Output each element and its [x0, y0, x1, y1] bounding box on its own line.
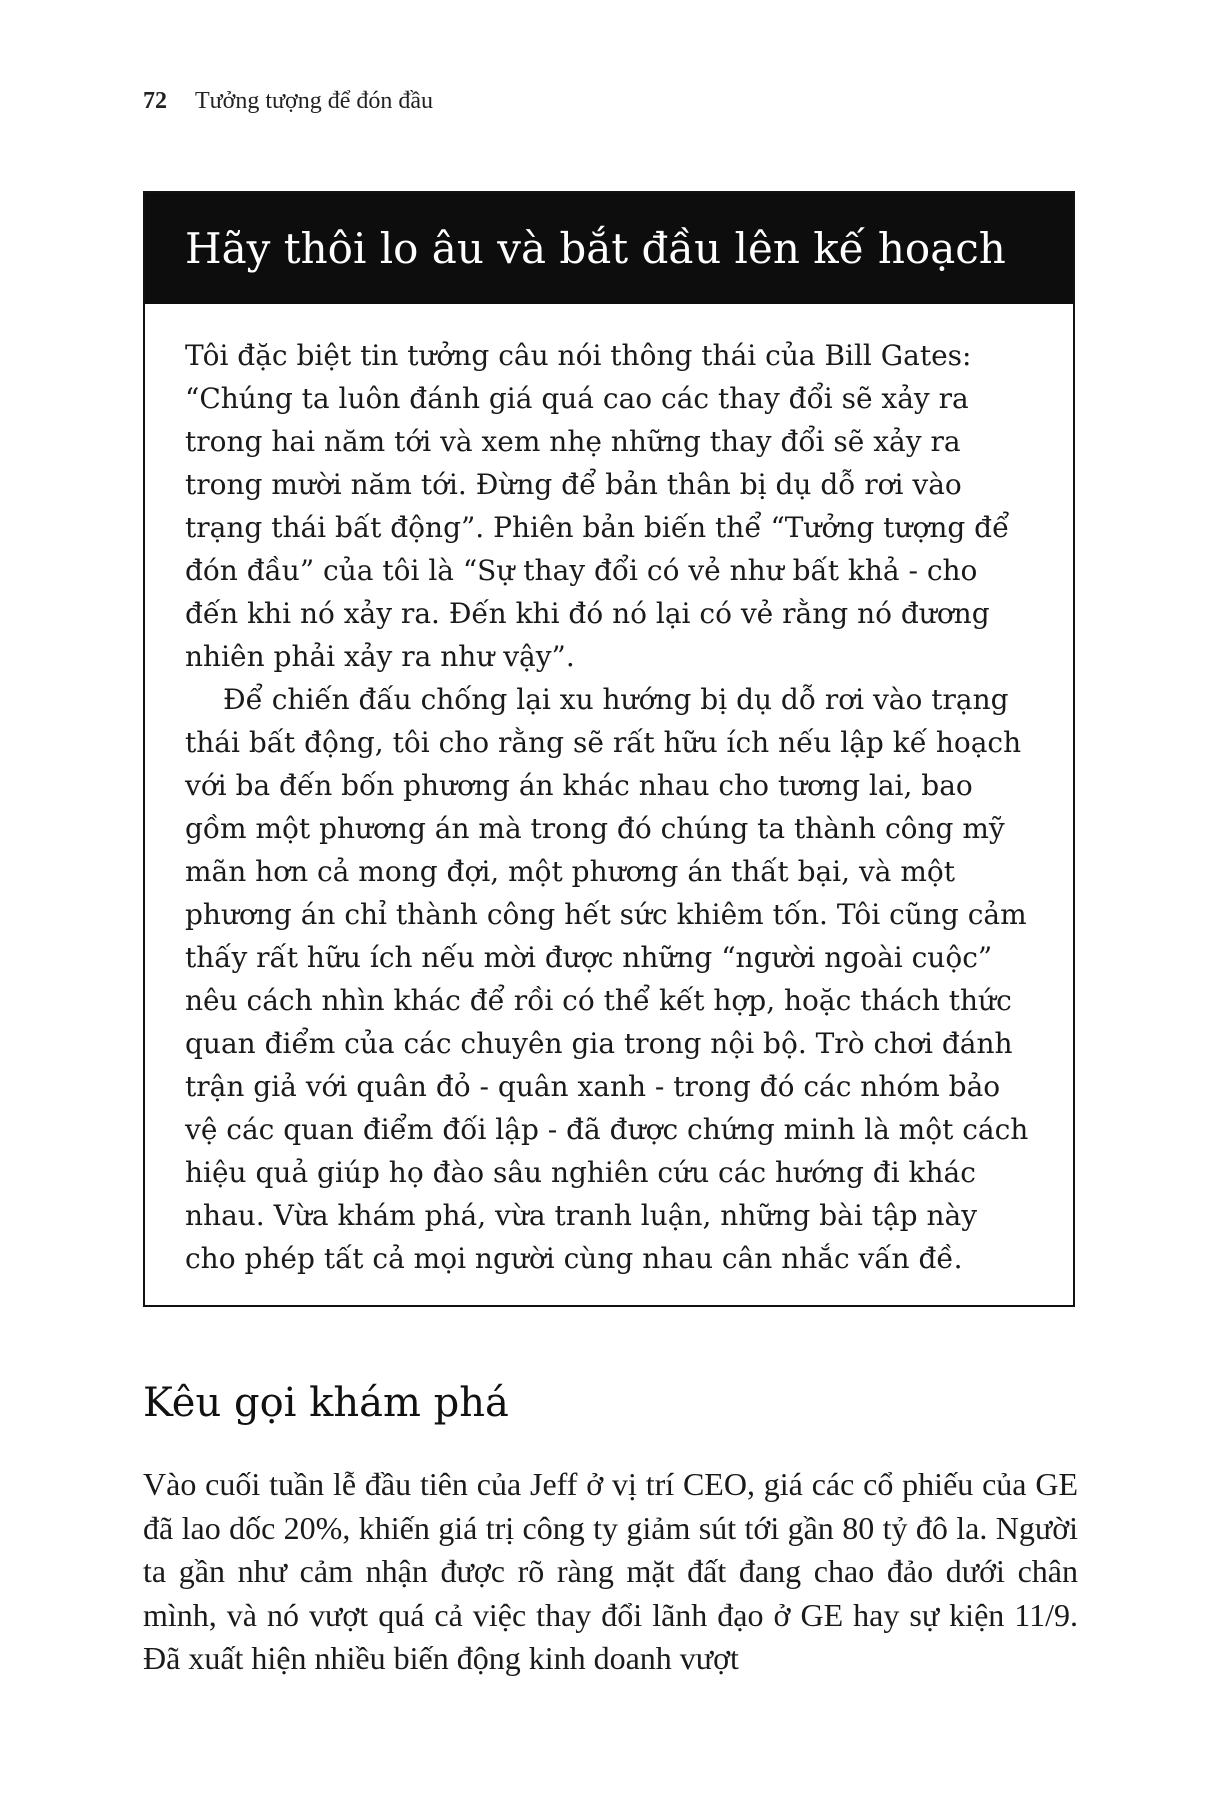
- sidebar-box: [143, 191, 1075, 1307]
- sidebar-paragraph: Tôi đặc biệt tin tưởng câu nói thông thái của Bill Gates: “Chúng ta luôn đánh giá quá cao các thay đổi sẽ xảy ra trong hai năm tới và xem nhẹ những thay đổi sẽ xảy ra trong mười năm tới. Đừng để bản thân bị dụ dỗ rơi vào trạng thái bất động”. Phiên bản biến thể “Tưởng tượng để đón đầu” của tôi là “Sự thay đổi có vẻ như bất khả - cho đến khi nó xảy ra. Đến khi đó nó lại có vẻ rằng nó đương nhiên phải xảy ra như vậy”.: [185, 339, 1010, 673]
- sidebar-body: [145, 304, 1073, 1280]
- book-title: Tưởng tượng để đón đầu: [195, 88, 434, 114]
- running-header: [143, 88, 433, 115]
- sidebar-title: Hãy thôi lo âu và bắt đầu lên kế hoạch: [145, 193, 1073, 304]
- body-paragraph: Vào cuối tuần lễ đầu tiên của Jeff ở vị trí CEO, giá các cổ phiếu của GE đã lao dốc 20%, khiến giá trị công ty giảm sút tới gần 80 tỷ đô la. Người ta gần như cảm nhận được rõ ràng mặt đất đang chao đảo dưới chân mình, và nó vượt quá cả việc thay đổi lãnh đạo ở GE hay sự kiện 11/9. Đã xuất hiện nhiều biến động kinh doanh vượt: [143, 1466, 1078, 1676]
- sidebar-paragraph: Để chiến đấu chống lại xu hướng bị dụ dỗ rơi vào trạng thái bất động, tôi cho rằng sẽ rất hữu ích nếu lập kế hoạch với ba đến bốn phương án khác nhau cho tương lai, bao gồm một phương án mà trong đó chúng ta thành công mỹ mãn hơn cả mong đợi, một phương án thất bại, và một phương án chỉ thành công hết sức khiêm tốn. Tôi cũng cảm thấy rất hữu ích nếu mời được những “người ngoài cuộc” nêu cách nhìn khác để rồi có thể kết hợp, hoặc thách thức quan điểm của các chuyên gia trong nội bộ. Trò chơi đánh trận giả với quân đỏ - quân xanh - trong đó các nhóm bảo vệ các quan điểm đối lập - đã được chứng minh là một cách hiệu quả giúp họ đào sâu nghiên cứu các hướng đi khác nhau. Vừa khám phá, vừa tranh luận, những bài tập này cho phép tất cả mọi người cùng nhau cân nhắc vấn đề.: [185, 683, 1029, 1275]
- section-title: Kêu gọi khám phá: [143, 1380, 509, 1426]
- page-number: 72: [143, 88, 167, 114]
